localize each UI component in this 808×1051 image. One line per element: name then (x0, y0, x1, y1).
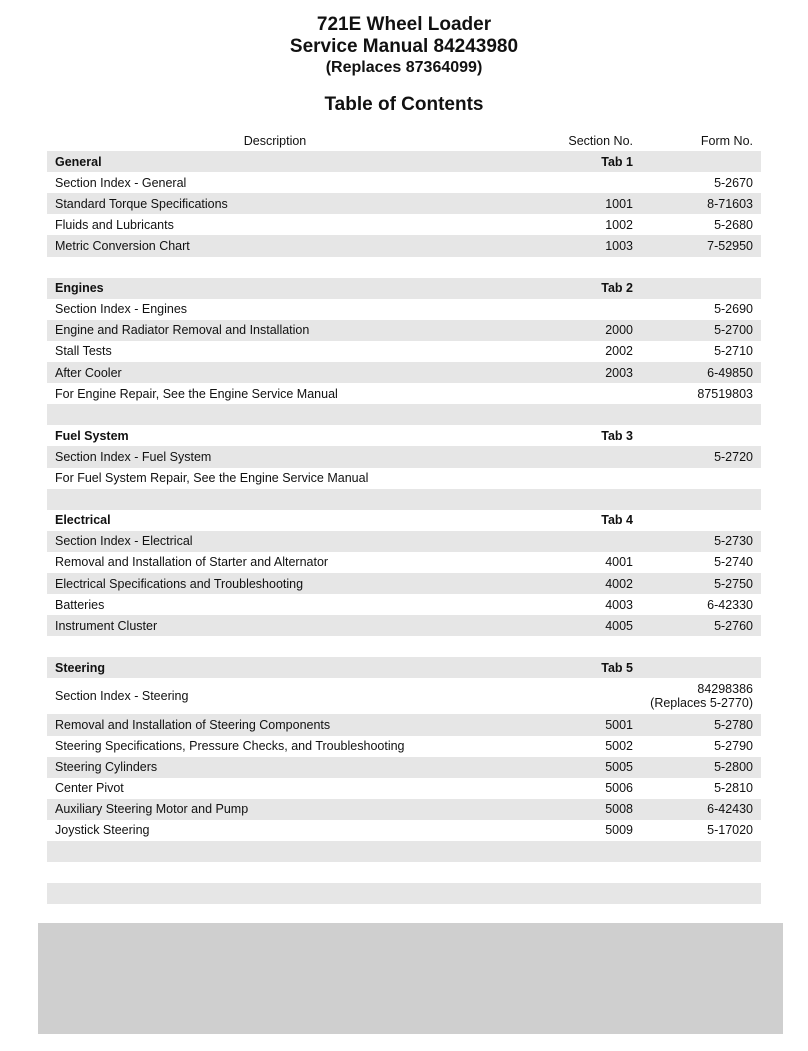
toc-table (47, 130, 761, 904)
toc-entry-row (47, 341, 761, 362)
toc-entry-row (47, 736, 761, 757)
toc-entry-row (47, 552, 761, 573)
entry-section-no: 2002 (605, 344, 633, 359)
form-number: 5-2790 (714, 739, 753, 754)
entry-section-no: 5006 (605, 781, 633, 796)
toc-entry-row (47, 446, 761, 467)
entry-form-no (633, 577, 761, 591)
entry-description: Batteries (55, 597, 105, 612)
entry-section-no: 5009 (605, 823, 633, 838)
form-number: 5-2760 (714, 618, 753, 633)
entry-section-no: 4002 (605, 576, 633, 591)
table-body (47, 151, 761, 904)
entry-description: For Engine Repair, See the Engine Service Manual (55, 386, 338, 401)
entry-form-no (633, 739, 761, 753)
entry-form-no (633, 802, 761, 816)
form-number: 5-2810 (714, 781, 753, 796)
entry-form-no (633, 781, 761, 795)
entry-description: Electrical Specifications and Troubleshooting (55, 576, 304, 591)
form-number: 5-2750 (714, 576, 753, 591)
form-number: 8-71603 (707, 196, 753, 211)
toc-entry-row (47, 714, 761, 735)
form-number: 84298386 (697, 682, 753, 697)
toc-entry-row (47, 468, 761, 489)
toc-entry-row (47, 778, 761, 799)
entry-section-no: Tab 2 (601, 281, 633, 296)
entry-section-no: 2003 (605, 365, 633, 380)
entry-description: For Fuel System Repair, See the Engine Service Manual (55, 471, 369, 486)
form-number: 5-2720 (714, 449, 753, 464)
entry-description: Instrument Cluster (55, 618, 158, 633)
entry-description: Metric Conversion Chart (55, 239, 190, 254)
entry-section-no: Tab 1 (601, 154, 633, 169)
entry-description: Section Index - Electrical (55, 534, 193, 549)
entry-description: Stall Tests (55, 344, 112, 359)
entry-description: Center Pivot (55, 781, 124, 796)
entry-form-no (633, 197, 761, 211)
toc-group-row (47, 510, 761, 531)
entry-description: Electrical (55, 513, 111, 528)
entry-description: Section Index - Steering (55, 689, 189, 704)
toc-entry-row (47, 573, 761, 594)
toc-entry-row (47, 299, 761, 320)
toc-spacer-row (47, 404, 761, 425)
entry-section-no: 2000 (605, 323, 633, 338)
entry-form-no (633, 718, 761, 732)
form-number: 5-2800 (714, 760, 753, 775)
entry-section-no: 1003 (605, 239, 633, 254)
toc-entry-row (47, 615, 761, 636)
entry-section-no: Tab 5 (601, 660, 633, 675)
form-replaces-note: (Replaces 5-2770) (650, 696, 753, 711)
entry-description: Section Index - Engines (55, 302, 188, 317)
entry-description: Section Index - Fuel System (55, 449, 212, 464)
toc-group-row (47, 278, 761, 299)
form-number: 5-2670 (714, 175, 753, 190)
form-number: 5-2730 (714, 534, 753, 549)
entry-description: After Cooler (55, 365, 122, 380)
form-number: 5-2780 (714, 717, 753, 732)
toc-entry-row (47, 799, 761, 820)
form-number: 5-2680 (714, 217, 753, 232)
entry-description: Standard Torque Specifications (55, 196, 228, 211)
entry-form-no (633, 387, 761, 401)
entry-description: Steering Specifications, Pressure Checks, and Troubleshooting (55, 739, 405, 754)
entry-form-no (633, 823, 761, 837)
entry-section-no: 5001 (605, 717, 633, 732)
entry-form-no (633, 323, 761, 337)
toc-spacer-row (47, 841, 761, 862)
entry-form-no (633, 239, 761, 253)
toc-entry-row (47, 594, 761, 615)
entry-description: Steering Cylinders (55, 760, 158, 775)
toc-group-row (47, 657, 761, 678)
toc-entry-row (47, 757, 761, 778)
entry-form-no (633, 366, 761, 380)
toc-spacer-row (47, 257, 761, 278)
entry-section-no: 4003 (605, 597, 633, 612)
entry-description: Engines (55, 281, 104, 296)
column-header-description: Description (243, 133, 307, 148)
manual-number: Service Manual 84243980 (289, 36, 519, 57)
entry-description: Auxiliary Steering Motor and Pump (55, 802, 249, 817)
entry-section-no: 4005 (605, 618, 633, 633)
entry-form-no (633, 619, 761, 633)
entry-section-no: 5005 (605, 760, 633, 775)
form-number: 7-52950 (707, 239, 753, 254)
document-title: 721E Wheel Loader (316, 14, 492, 35)
toc-entry-row (47, 193, 761, 214)
form-number: 5-2700 (714, 323, 753, 338)
form-number: 5-2710 (714, 344, 753, 359)
replaces-note: (Replaces 87364099) (325, 59, 483, 76)
toc-heading: Table of Contents (324, 94, 484, 115)
table-header-row (47, 130, 761, 151)
entry-section-no: 5002 (605, 739, 633, 754)
entry-section-no: Tab 3 (601, 428, 633, 443)
form-number: 6-49850 (707, 365, 753, 380)
toc-entry-row (47, 362, 761, 383)
entry-form-no (633, 534, 761, 548)
column-header-section: Section No. (568, 133, 633, 148)
entry-section-no: 5008 (605, 802, 633, 817)
entry-form-no (633, 598, 761, 612)
toc-spacer-row (47, 883, 761, 904)
entry-section-no: 1002 (605, 217, 633, 232)
toc-entry-row (47, 172, 761, 193)
toc-spacer-row (47, 489, 761, 510)
toc-group-row (47, 425, 761, 446)
entry-form-no (633, 682, 761, 710)
toc-spacer-row (47, 862, 761, 883)
entry-form-no (633, 302, 761, 316)
entry-description: Steering (55, 660, 106, 675)
entry-form-no (633, 555, 761, 569)
form-number: 5-2740 (714, 555, 753, 570)
toc-spacer-row (47, 636, 761, 657)
toc-entry-row (47, 235, 761, 256)
entry-form-no (633, 760, 761, 774)
entry-description: Removal and Installation of Starter and Alternator (55, 555, 329, 570)
title-block (0, 14, 808, 78)
form-number: 6-42430 (707, 802, 753, 817)
entry-form-no (633, 176, 761, 190)
entry-form-no (633, 344, 761, 358)
toc-entry-row (47, 320, 761, 341)
entry-description: Fluids and Lubricants (55, 217, 174, 232)
toc-entry-row (47, 214, 761, 235)
entry-section-no: 4001 (605, 555, 633, 570)
toc-entry-row (47, 383, 761, 404)
toc-entry-row (47, 820, 761, 841)
form-number: 5-17020 (707, 823, 753, 838)
entry-description: General (55, 154, 102, 169)
entry-description: Engine and Radiator Removal and Installation (55, 323, 310, 338)
entry-section-no: 1001 (605, 196, 633, 211)
form-number: 6-42330 (707, 597, 753, 612)
form-number: 5-2690 (714, 302, 753, 317)
form-number: 87519803 (697, 386, 753, 401)
entry-description: Fuel System (55, 428, 129, 443)
entry-section-no: Tab 4 (601, 513, 633, 528)
footer-gray-panel (38, 923, 783, 1034)
entry-description: Removal and Installation of Steering Components (55, 717, 331, 732)
entry-form-no (633, 218, 761, 232)
toc-group-row (47, 151, 761, 172)
column-header-form: Form No. (700, 133, 753, 148)
toc-entry-row (47, 678, 761, 714)
entry-form-no (633, 450, 761, 464)
entry-description: Section Index - General (55, 175, 187, 190)
entry-description: Joystick Steering (55, 823, 150, 838)
toc-entry-row (47, 531, 761, 552)
